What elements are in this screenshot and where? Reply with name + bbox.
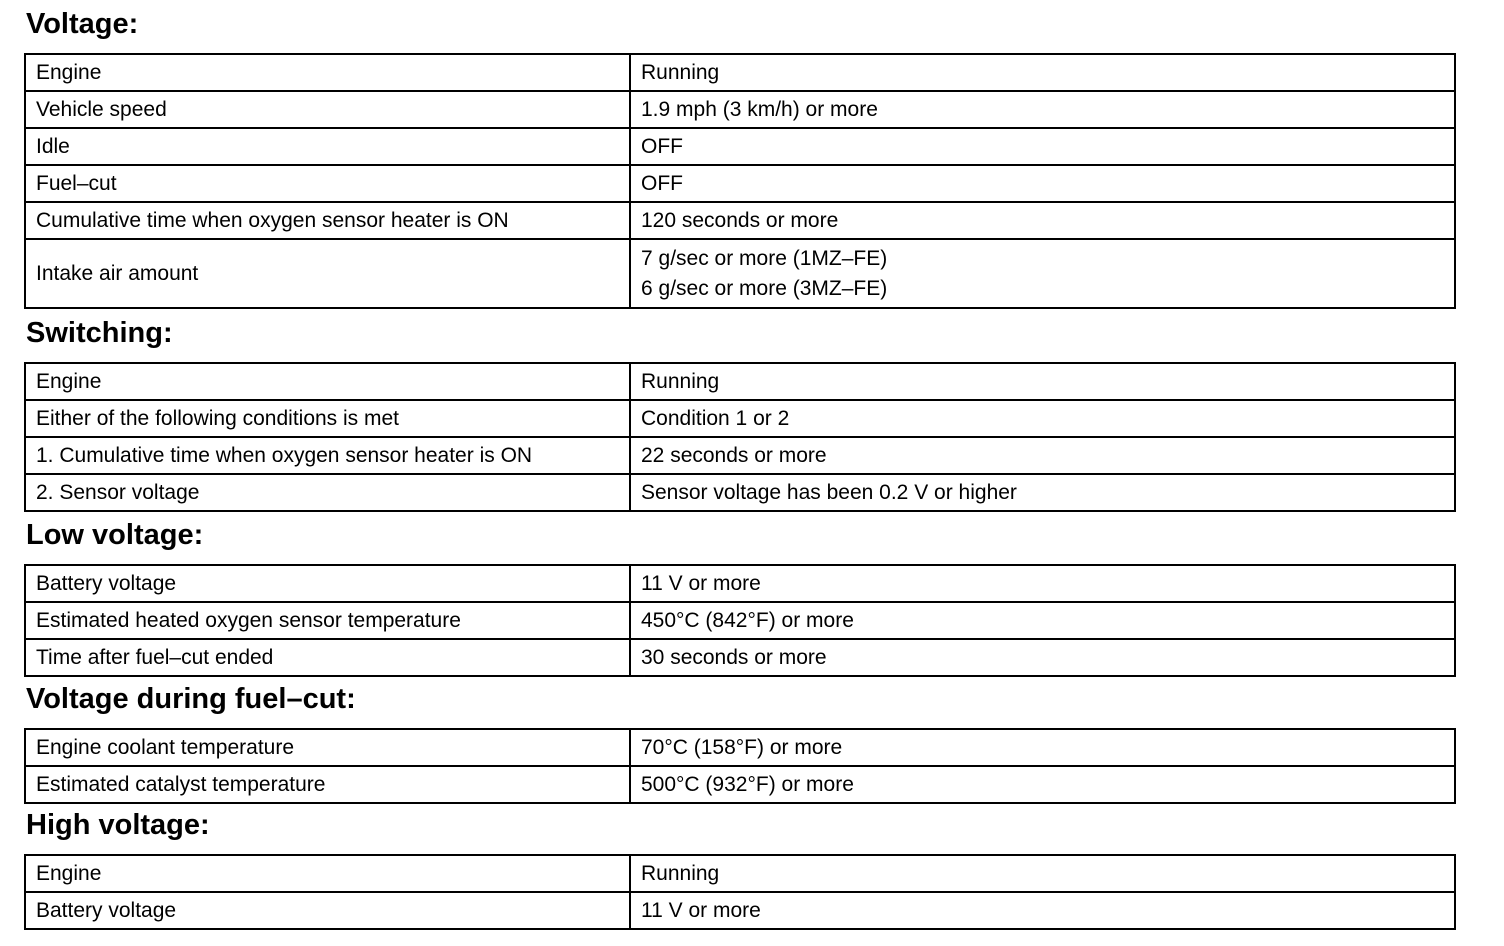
condition-label: Estimated catalyst temperature <box>25 766 630 803</box>
table-row <box>25 892 1455 929</box>
condition-value: 11 V or more <box>630 565 1455 602</box>
table-row <box>25 202 1455 239</box>
table-row <box>25 128 1455 165</box>
condition-label: Vehicle speed <box>25 91 630 128</box>
condition-label: Cumulative time when oxygen sensor heater is ON <box>25 202 630 239</box>
condition-value: 11 V or more <box>630 892 1455 929</box>
condition-value: 70°C (158°F) or more <box>630 729 1455 766</box>
high-voltage-conditions-table <box>24 854 1456 930</box>
condition-value: 450°C (842°F) or more <box>630 602 1455 639</box>
table-row <box>25 855 1455 892</box>
table-row <box>25 729 1455 766</box>
condition-value: 30 seconds or more <box>630 639 1455 676</box>
table-row <box>25 437 1455 474</box>
condition-label: Engine <box>25 54 630 91</box>
condition-value: 120 seconds or more <box>630 202 1455 239</box>
condition-label: Either of the following conditions is met <box>25 400 630 437</box>
condition-value: Sensor voltage has been 0.2 V or higher <box>630 474 1455 511</box>
table-row <box>25 165 1455 202</box>
fuel-cut-conditions-table <box>24 728 1456 804</box>
condition-value: Running <box>630 54 1455 91</box>
condition-label: Engine <box>25 363 630 400</box>
condition-label: Fuel–cut <box>25 165 630 202</box>
condition-value <box>630 239 1455 308</box>
table-row <box>25 639 1455 676</box>
table-row <box>25 400 1455 437</box>
condition-label: Intake air amount <box>25 239 630 308</box>
condition-label: 2. Sensor voltage <box>25 474 630 511</box>
condition-value: Running <box>630 855 1455 892</box>
table-row <box>25 239 1455 308</box>
table-row <box>25 91 1455 128</box>
table-row <box>25 54 1455 91</box>
condition-label: Battery voltage <box>25 892 630 929</box>
condition-label: Estimated heated oxygen sensor temperature <box>25 602 630 639</box>
low-voltage-conditions-table <box>24 564 1456 677</box>
condition-label: 1. Cumulative time when oxygen sensor heater is ON <box>25 437 630 474</box>
condition-value: 500°C (932°F) or more <box>630 766 1455 803</box>
condition-label: Battery voltage <box>25 565 630 602</box>
section-title-low-voltage: Low voltage: <box>26 519 204 551</box>
condition-label: Engine coolant temperature <box>25 729 630 766</box>
condition-label: Time after fuel–cut ended <box>25 639 630 676</box>
condition-value: Condition 1 or 2 <box>630 400 1455 437</box>
condition-value: OFF <box>630 165 1455 202</box>
condition-value: Running <box>630 363 1455 400</box>
condition-label: Engine <box>25 855 630 892</box>
section-title-high-voltage: High voltage: <box>26 809 210 841</box>
condition-value: 1.9 mph (3 km/h) or more <box>630 91 1455 128</box>
table-row <box>25 565 1455 602</box>
table-row <box>25 363 1455 400</box>
condition-value-line: 7 g/sec or more (1MZ–FE) <box>641 246 888 270</box>
condition-value: 22 seconds or more <box>630 437 1455 474</box>
table-row <box>25 602 1455 639</box>
section-title-switching: Switching: <box>26 317 173 349</box>
section-title-voltage: Voltage: <box>26 8 139 40</box>
condition-label: Idle <box>25 128 630 165</box>
voltage-conditions-table <box>24 53 1456 309</box>
table-row <box>25 474 1455 511</box>
section-title-voltage-during-fuel-cut: Voltage during fuel–cut: <box>26 683 356 715</box>
condition-value-line: 6 g/sec or more (3MZ–FE) <box>641 276 888 300</box>
condition-value: OFF <box>630 128 1455 165</box>
table-row <box>25 766 1455 803</box>
switching-conditions-table <box>24 362 1456 512</box>
